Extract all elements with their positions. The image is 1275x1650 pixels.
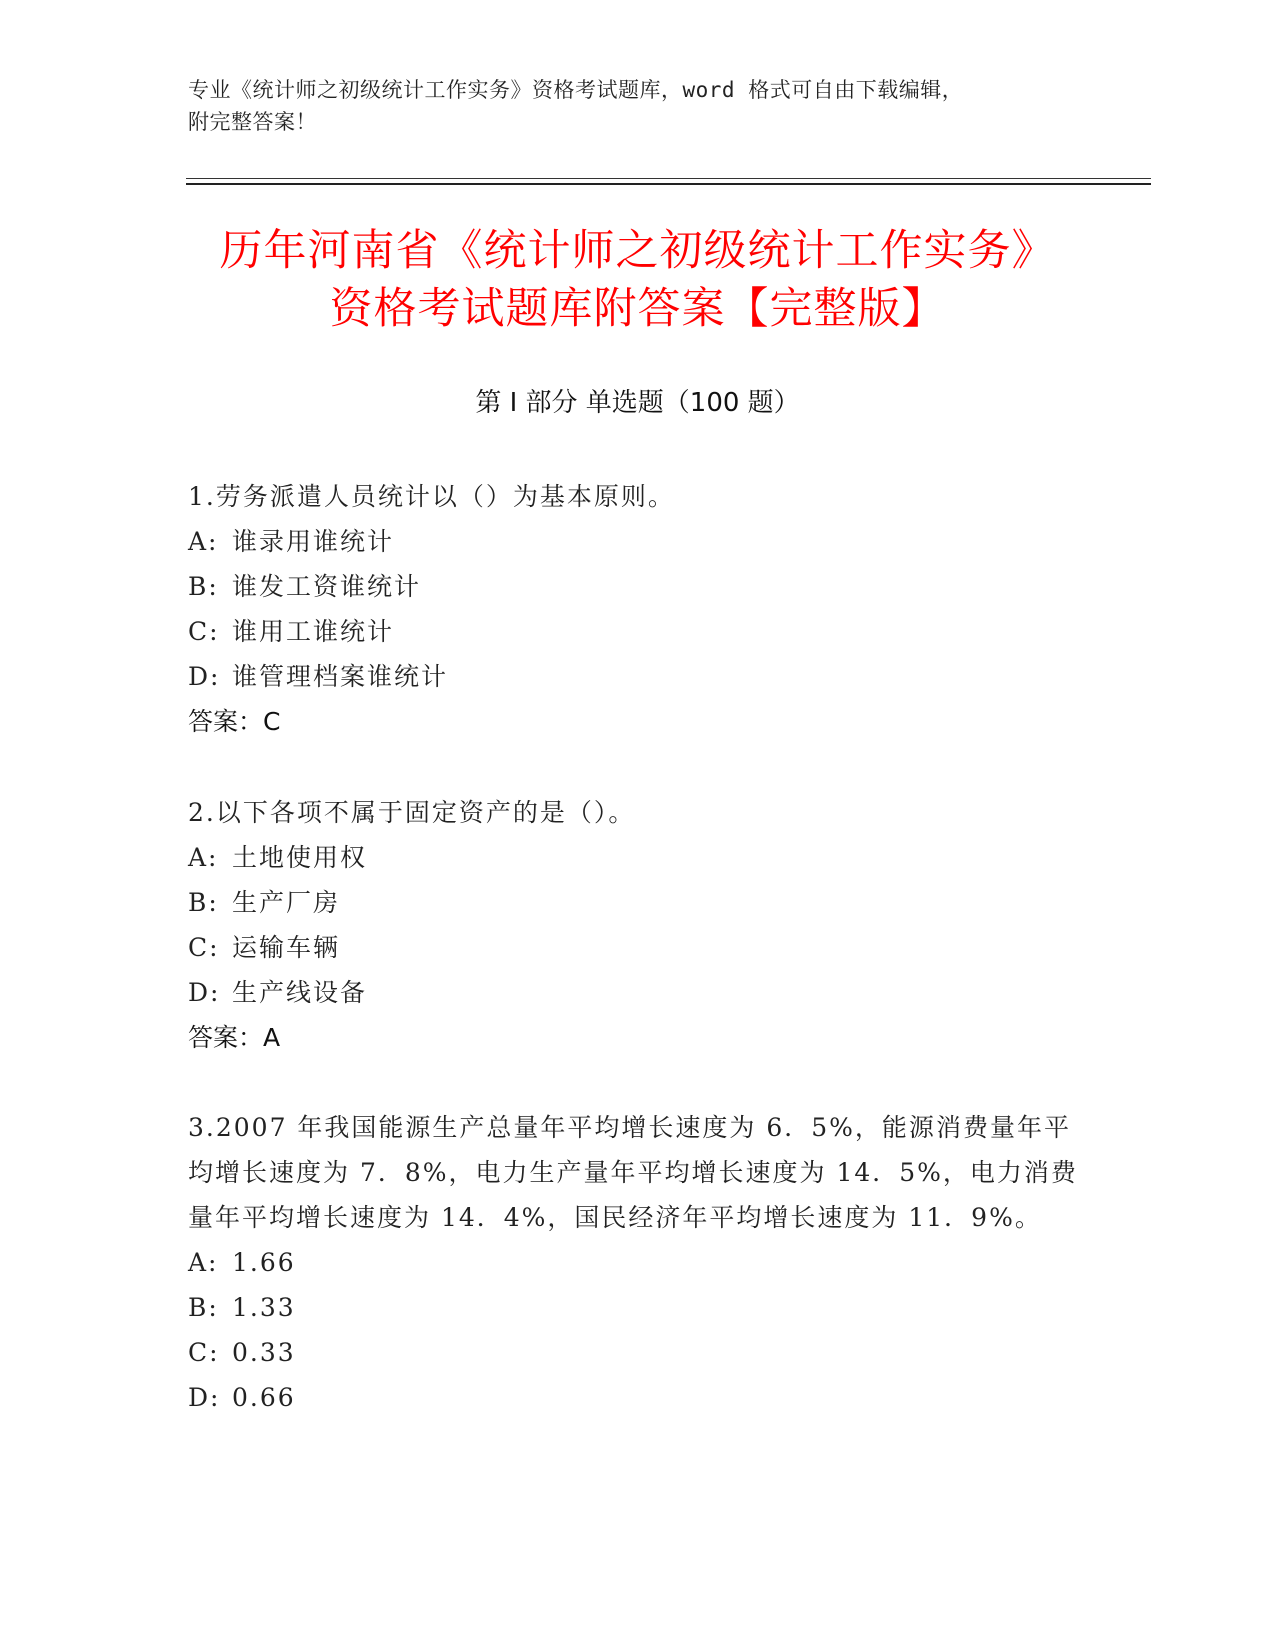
answer-line: 答案：C xyxy=(188,707,281,736)
option-d xyxy=(188,654,1078,699)
option-a xyxy=(188,835,1078,880)
header-divider-thick xyxy=(186,183,1151,185)
option-letter: C: xyxy=(188,933,220,962)
option-letter: A: xyxy=(188,843,219,872)
header-note-line2: 附完整答案！ xyxy=(188,110,317,134)
option-text: 谁管理档案谁统计 xyxy=(232,662,449,691)
option-text: 0.66 xyxy=(232,1383,296,1412)
question-1 xyxy=(188,474,1078,745)
question-2 xyxy=(188,790,1078,1061)
question-stem: 2.以下各项不属于固定资产的是（）。 xyxy=(188,798,636,827)
question-3 xyxy=(188,1105,1078,1420)
option-d xyxy=(188,970,1078,1015)
option-letter: D: xyxy=(188,1383,221,1412)
option-text: 谁录用谁统计 xyxy=(232,527,395,556)
option-letter: C: xyxy=(188,617,220,646)
option-b xyxy=(188,880,1078,925)
option-text: 谁发工资谁统计 xyxy=(232,572,422,601)
option-text: 1.33 xyxy=(232,1293,296,1322)
question-stem: 3.2007 年我国能源生产总量年平均增长速度为 6．5%，能源消费量年平均增长速度为 7．8%，电力生产量年平均增长速度为 14．5%，电力消费量年平均增长速度为 14．4%，国民经济年平均增长速度为 11．9%。 xyxy=(188,1113,1078,1232)
document-title-line2: 资格考试题库附答案【完整版】 xyxy=(329,284,946,334)
option-text: 0.33 xyxy=(232,1338,296,1367)
option-text: 谁用工谁统计 xyxy=(232,617,395,646)
option-letter: C: xyxy=(188,1338,220,1367)
option-text: 生产线设备 xyxy=(232,978,368,1007)
option-letter: A: xyxy=(188,1248,219,1277)
option-a xyxy=(188,1240,1078,1285)
option-b xyxy=(188,1285,1078,1330)
option-c xyxy=(188,925,1078,970)
option-text: 运输车辆 xyxy=(232,933,341,962)
header-note-line1: 专业《统计师之初级统计工作实务》资格考试题库，word 格式可自由下载编辑， xyxy=(188,78,964,102)
answer-line: 答案：A xyxy=(188,1023,281,1052)
section-heading: 第 I 部分 单选题（100 题） xyxy=(475,388,800,418)
option-c xyxy=(188,609,1078,654)
option-letter: D: xyxy=(188,978,221,1007)
option-text: 土地使用权 xyxy=(232,843,368,872)
option-text: 1.66 xyxy=(232,1248,296,1277)
document-title xyxy=(120,222,1155,338)
option-letter: A: xyxy=(188,527,219,556)
header-divider-thin xyxy=(186,178,1151,179)
header-note xyxy=(188,74,1068,138)
option-b xyxy=(188,564,1078,609)
option-letter: B: xyxy=(188,572,219,601)
option-a xyxy=(188,519,1078,564)
option-letter: B: xyxy=(188,888,219,917)
option-letter: B: xyxy=(188,1293,219,1322)
question-stem: 1.劳务派遣人员统计以（）为基本原则。 xyxy=(188,482,675,511)
option-d xyxy=(188,1375,1078,1420)
document-title-line1: 历年河南省《统计师之初级统计工作实务》 xyxy=(219,226,1056,276)
option-text: 生产厂房 xyxy=(232,888,341,917)
option-c xyxy=(188,1330,1078,1375)
option-letter: D: xyxy=(188,662,221,691)
